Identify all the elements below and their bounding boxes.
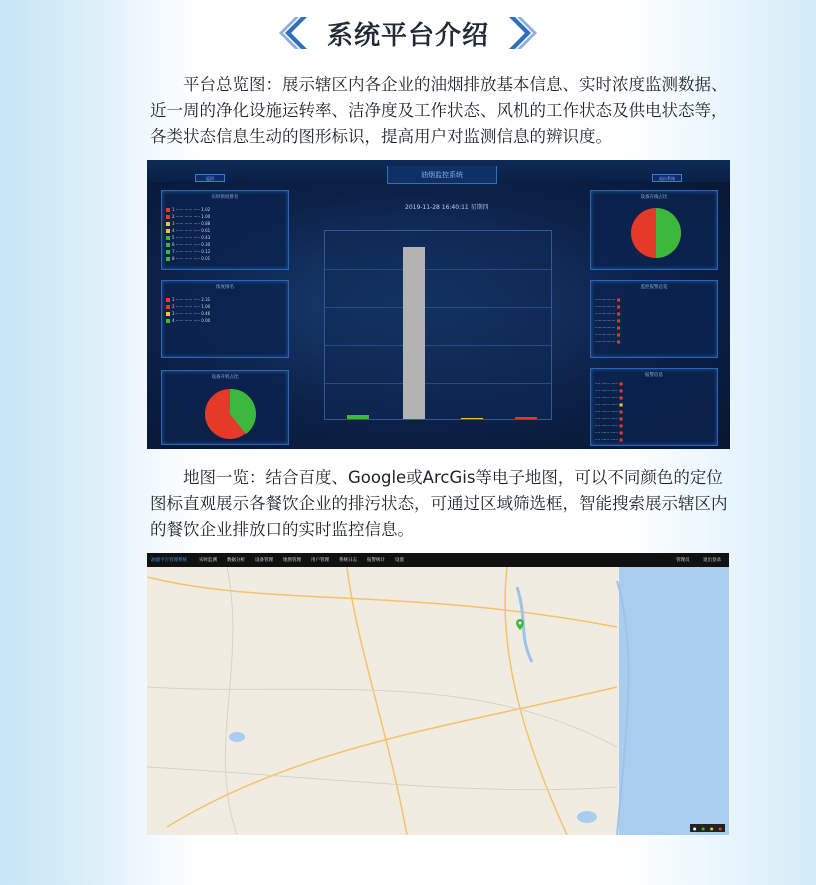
concentration-ranking-panel [161, 280, 289, 358]
platform-overview-paragraph: 平台总览图：展示辖区内各企业的油烟排放基本信息、实时浓度监测数据、近一周的净化设施运转率、洁净度及工作状态、风机的工作状态及供电状态等，各类状态信息生动的图形标识，提高用户对监测信息的辨识度。 [150, 75, 728, 146]
panel-title: 实时浓度排名 [211, 195, 239, 200]
device-online-ratio-panel [590, 190, 718, 270]
left-decor-band [0, 0, 128, 885]
alarm-info-row: ···· ······ ······ ■ [595, 416, 623, 421]
map-nav-right [664, 557, 721, 563]
alarm-info-row: ···· ······ ······ ■ [595, 402, 623, 407]
alarm-info-panel [590, 368, 718, 446]
alarm-info-row: ···· ······ ······ ■ [595, 430, 623, 435]
dashboard-screenshot [147, 160, 730, 449]
alarm-info-row: ···· ······ ······ ■ [595, 381, 623, 386]
dashboard-title: 油烟监控系统 [387, 166, 497, 184]
realtime-ranking-panel [161, 190, 289, 270]
ranking-row: 1 ······ ······ ····· 1.02 [166, 207, 210, 212]
ranking-row: 2 ······ ······ ····· 1.00 [166, 304, 210, 309]
nav-item[interactable]: 系统日志 [339, 558, 357, 563]
alarm-overview-panel [590, 280, 718, 358]
map-overview-paragraph: 地图一览：结合百度、Google或ArcGis等电子地图，可以不同颜色的定位图标直观展示各餐饮企业的排污状态，可通过区域筛选框，智能搜索展示辖区内的餐饮企业排放口的实时监控信息。 [150, 468, 728, 539]
nav-item[interactable]: 用户管理 [311, 558, 329, 563]
panel-title: 设备在线占比 [640, 195, 668, 200]
map-screenshot [147, 553, 729, 835]
nav-user[interactable]: 管理员 [676, 558, 690, 563]
ranking-row: 4 ······ ······ ····· 0.00 [166, 318, 210, 323]
dashboard-exit-button[interactable]: 退出系统 [652, 174, 682, 182]
ranking-row: 3 ······ ······ ····· 0.46 [166, 311, 210, 316]
dashboard-back-button[interactable]: 返回 [195, 174, 225, 182]
ranking-row: 5 ······ ······ ····· 0.43 [166, 235, 210, 240]
map-brand: 油烟平台管理系统 [151, 558, 187, 563]
alarm-row: ················ ■ [595, 297, 621, 302]
legend-item: ● [718, 825, 722, 831]
alarm-info-row: ···· ······ ······ ■ [595, 423, 623, 428]
chevron-left-icon [277, 15, 313, 51]
main-bar-chart [324, 230, 552, 420]
chart-bar [515, 417, 537, 419]
nav-item[interactable]: 数据分析 [227, 558, 245, 563]
ranking-row: 1 ······ ······ ····· 2.31 [166, 297, 210, 302]
legend-item: ● [693, 825, 697, 831]
section-title-row [0, 12, 816, 54]
alarm-row: ················ ■ [595, 304, 621, 309]
ranking-row: 4 ······ ······ ····· 0.61 [166, 228, 210, 233]
chevron-right-icon [503, 15, 539, 51]
map-navbar [147, 553, 729, 567]
alarm-row: ················ ■ [595, 332, 621, 337]
nav-item[interactable]: 设备管理 [255, 558, 273, 563]
nav-item[interactable]: 地图管理 [283, 558, 301, 563]
ranking-row: 7 ······ ······ ····· 0.12 [166, 249, 210, 254]
legend-item: ● [710, 825, 714, 831]
location-pin-icon[interactable] [516, 619, 524, 630]
nav-item[interactable]: 实时监测 [199, 558, 217, 563]
alarm-info-row: ···· ······ ······ ■ [595, 437, 623, 442]
device-online-pie-chart [628, 205, 684, 261]
panel-title: 浓度排名 [216, 285, 234, 290]
device-on-ratio-panel [161, 370, 289, 445]
alarm-row: ················ ■ [595, 325, 621, 330]
alarm-info-row: ···· ······ ······ ■ [595, 395, 623, 400]
alarm-info-row: ···· ······ ······ ■ [595, 409, 623, 414]
map-legend [690, 824, 725, 832]
map-roads-layer [147, 567, 729, 835]
ranking-row: 8 ······ ······ ····· 0.01 [166, 256, 210, 261]
panel-title: 设备开机占比 [211, 375, 239, 380]
ranking-row: 3 ······ ······ ····· 0.88 [166, 221, 210, 226]
section-heading: 系统平台介绍 [326, 20, 489, 51]
panel-title: 监控报警总览 [640, 285, 668, 290]
nav-item[interactable]: 设置 [395, 558, 404, 563]
panel-title: 报警信息 [645, 373, 663, 378]
nav-item[interactable]: 报警统计 [367, 558, 385, 563]
device-on-pie-chart [202, 386, 258, 442]
alarm-info-row: ···· ······ ······ ■ [595, 388, 623, 393]
nav-logout[interactable]: 退出登录 [703, 558, 721, 563]
chart-bar [347, 415, 369, 419]
alarm-row: ················ ■ [595, 311, 621, 316]
ranking-row: 2 ······ ······ ····· 1.00 [166, 214, 210, 219]
alarm-row: ················ ■ [595, 339, 621, 344]
chart-bar [461, 418, 483, 419]
dashboard-datetime: 2019-11-28 16:40:11 星期四 [405, 204, 489, 211]
chart-bar [403, 247, 425, 419]
alarm-row: ················ ■ [595, 318, 621, 323]
ranking-row: 6 ······ ······ ····· 0.30 [166, 242, 210, 247]
legend-item: ● [701, 825, 705, 831]
